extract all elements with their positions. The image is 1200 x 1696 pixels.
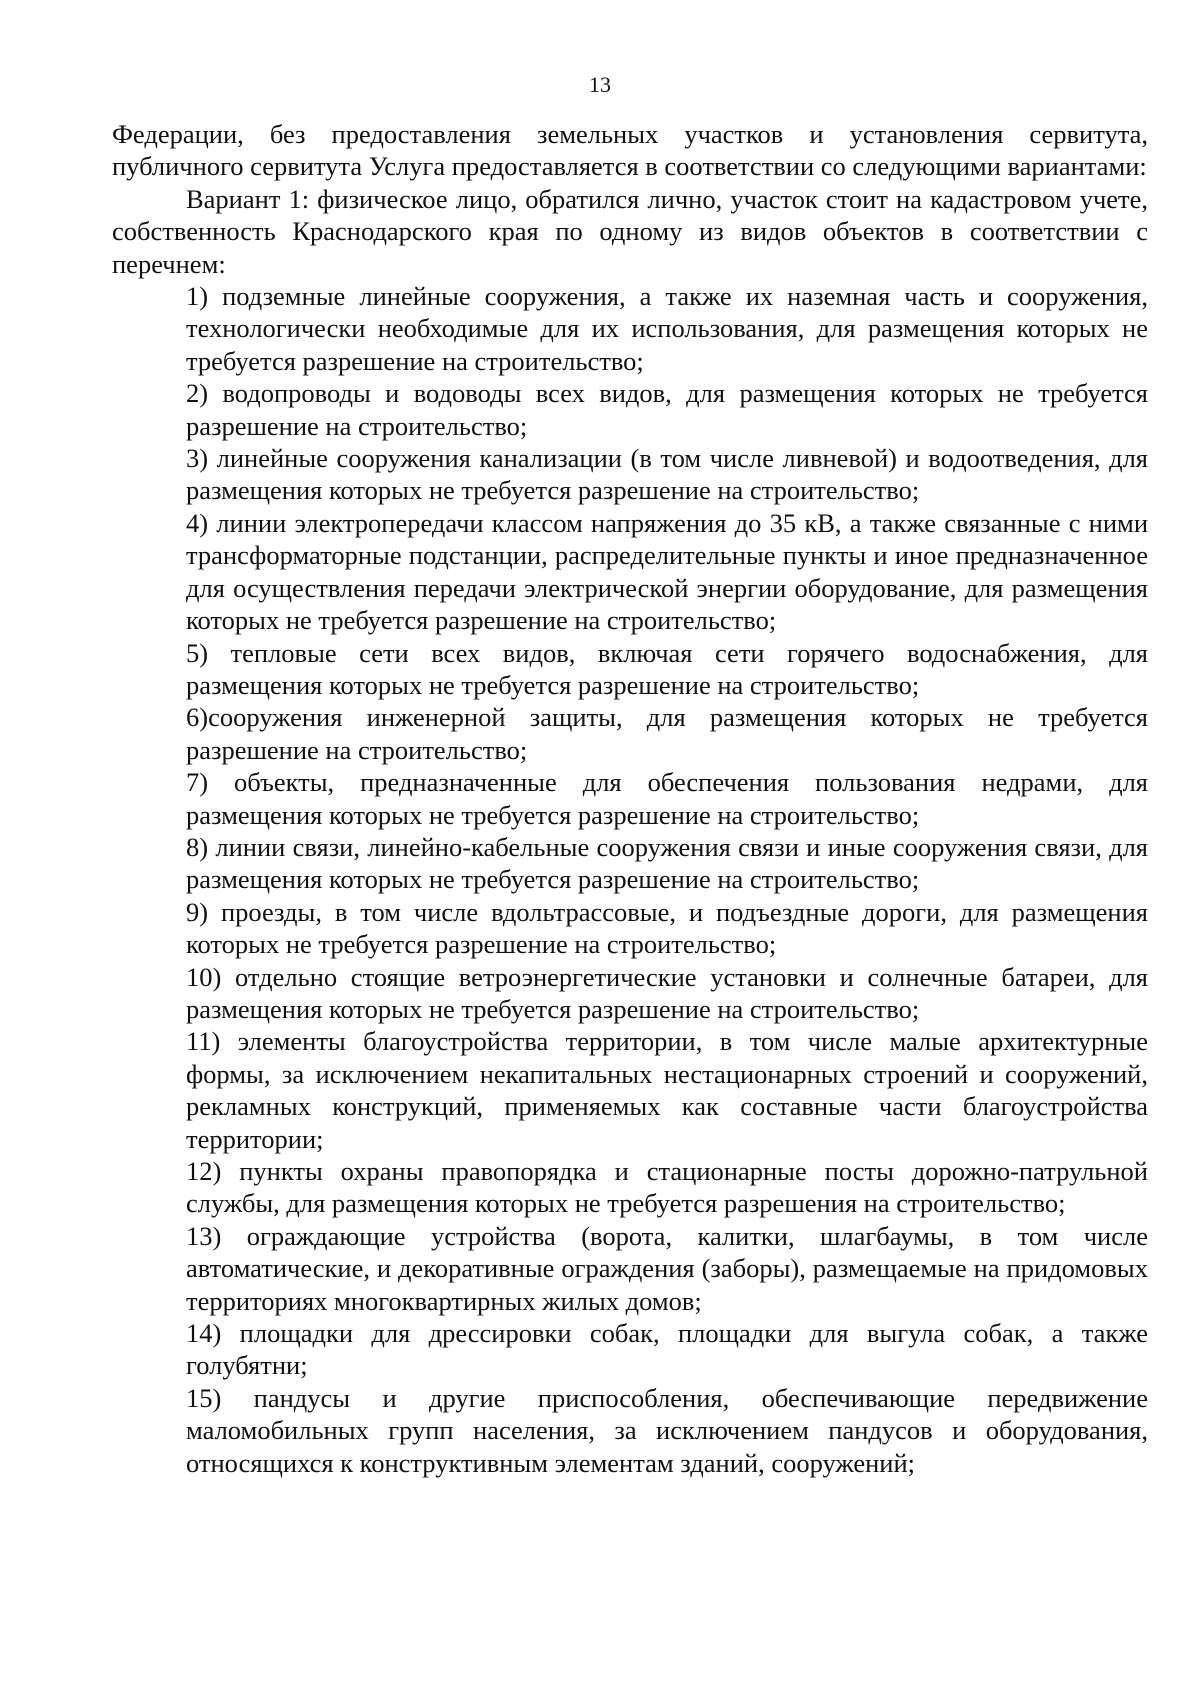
list-item: 8) линии связи, линейно-кабельные сооружения связи и иные сооружения связи, для размещения которых не требуется разрешение на строительство; bbox=[186, 831, 1148, 895]
list-item: 6)сооружения инженерной защиты, для размещения которых не требуется разрешение на строительство; bbox=[186, 702, 1148, 765]
list-item: 7) объекты, предназначенные для обеспечения пользования недрами, для размещения которых не требуется разрешение на строительство; bbox=[186, 767, 1148, 830]
list-item: 12) пункты охраны правопорядка и стационарные посты дорожно-патрульной службы, для размещения которых не требуется разрешения на строительство; bbox=[186, 1156, 1148, 1219]
list-item: 11) элементы благоустройства территории, в том числе малые архитектурные формы, за исключением некапитальных нестационарных строений и сооружений, рекламных конструкций, применяемых как составные части благоустройства территории; bbox=[186, 1026, 1148, 1154]
page-number: 13 bbox=[589, 72, 611, 97]
list-item: 15) пандусы и другие приспособления, обеспечивающие передвижение маломобильных групп населения, за исключением пандусов и оборудования, относящихся к конструктивным элементам зданий, сооружений; bbox=[186, 1382, 1148, 1478]
variant-paragraph: Вариант 1: физическое лицо, обратился лично, участок стоит на кадастровом учете, собственность Краснодарского края по одному из видов объектов в соответствии с перечнем: bbox=[112, 183, 1148, 279]
list-item: 3) линейные сооружения канализации (в том числе ливневой) и водоотведения, для размещения которых не требуется разрешение на строительство; bbox=[186, 443, 1148, 506]
list-item: 2) водопроводы и водоводы всех видов, для размещения которых не требуется разрешение на строительство; bbox=[186, 378, 1148, 441]
document-body bbox=[112, 118, 1148, 1479]
intro-paragraph: Федерации, без предоставления земельных участков и установления сервитута, публичного сервитута Услуга предоставляется в соответствии со следующими вариантами: bbox=[112, 119, 1148, 182]
list-item: 14) площадки для дрессировки собак, площадки для выгула собак, а также голубятни; bbox=[186, 1318, 1148, 1381]
object-types-list bbox=[112, 280, 1148, 1479]
list-item: 5) тепловые сети всех видов, включая сети горячего водоснабжения, для размещения которых не требуется разрешение на строительство; bbox=[186, 637, 1148, 700]
list-item: 1) подземные линейные сооружения, а также их наземная часть и сооружения, технологически необходимые для их использования, для размещения которых не требуется разрешение на строительство; bbox=[186, 281, 1148, 376]
list-item: 4) линии электропередачи классом напряжения до 35 кВ, а также связанные с ними трансформаторные подстанции, распределительные пункты и иное предназначенное для осуществления передачи электрической энергии оборудование, для размещения которых не требуется разрешение на строительство; bbox=[186, 507, 1148, 636]
list-item: 10) отдельно стоящие ветроэнергетические установки и солнечные батареи, для размещения которых не требуется разрешение на строительство; bbox=[186, 961, 1148, 1024]
list-item: 13) ограждающие устройства (ворота, калитки, шлагбаумы, в том числе автоматические, и декоративные ограждения (заборы), размещаемые на придомовых территориях многоквартирных жилых домов; bbox=[186, 1220, 1148, 1316]
list-item: 9) проезды, в том числе вдольтрассовые, и подъездные дороги, для размещения которых не требуется разрешение на строительство; bbox=[186, 896, 1148, 960]
